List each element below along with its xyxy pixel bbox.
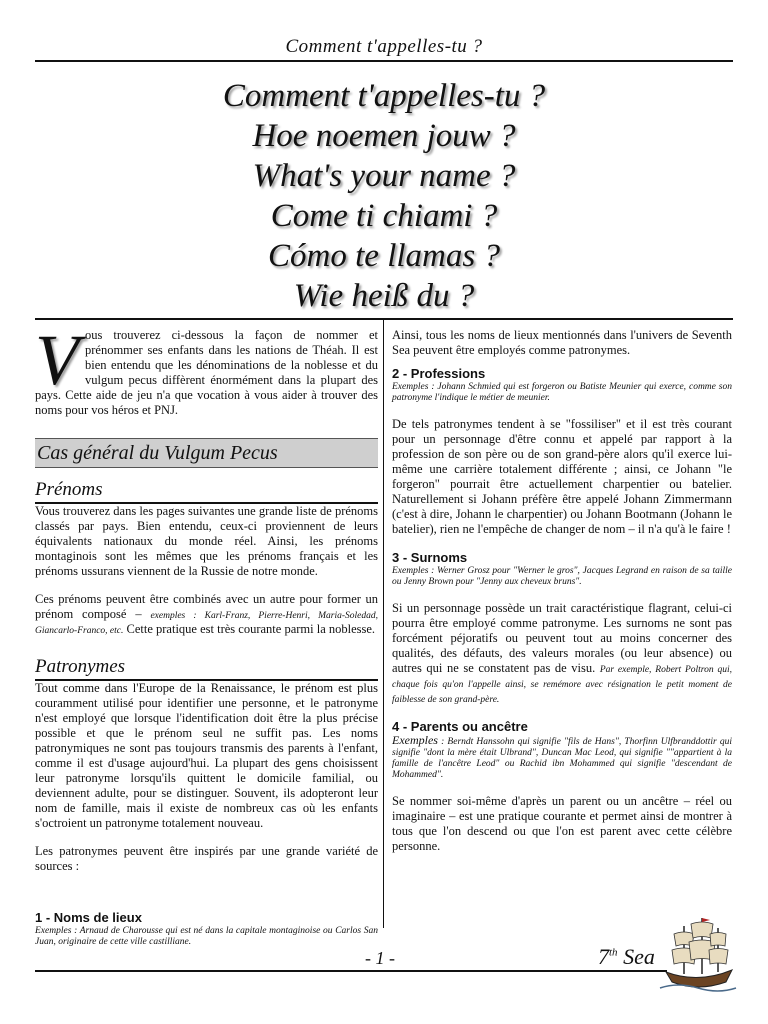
professions-paragraph: De tels patronymes tendent à se "fossiliser" et il est très courant pour un personnage d'être connu et appelé par rapport à la profession de son père ou de son grand-père alors qu'il exerce lui-même une carrière totalement différente ; ainsi, ce Johann "le forgeron" pourrait être actuellement charpentier ou batelier. Naturellement si Johann préfère être appelé Johann Zimmermann (c'est à dire, Johann le charpentier) ou Johann Bootmann (Johann le batelier), rien ne l'empêche de changer de nom – il n'a qu'à le faire !	[392, 417, 732, 536]
parents-examples-label: Exemples	[392, 733, 438, 747]
intro-paragraph	[35, 320, 378, 418]
content-rule	[35, 318, 733, 320]
parents-paragraph: Se nommer soi-même d'après un parent ou un ancêtre – réel ou imaginaire – est une pratique courante et permet ainsi de montrer à tous que l'on descend ou que l'on est parent avec cette célèbre personne.	[392, 794, 732, 853]
parents-heading: 4 - Parents ou ancêtre	[392, 719, 528, 734]
title-english: What's your name ?	[252, 158, 516, 194]
patronymes-paragraph-1: Tout comme dans l'Europe de la Renaissance, le prénom est plus couramment utilisé pour identifier une personne, et le patronyme n'est employé que lorsque l'identification doit être la plus précise possible et que le prénom seul ne suffit pas. Les noms patronymiques ne sont pas toujours transmis des parents à l'enfant, comme il est d'usage aujourd'hui. La plupart des gens choisissent leur patronyme lorsqu'ils quittent le domicile familial, ou deviennent adulte, pour se distinguer. Souvent, ils adopteront leur nom de famille, mais il existe de nombreux cas où les enfants s'octroient un patronyme totalement nouveau.	[35, 681, 378, 830]
lieux-paragraph: Ainsi, tous les noms de lieux mentionnés dans l'univers de Seventh Sea peuvent être employés comme patronymes.	[392, 328, 732, 357]
surnoms-text: Si un personnage possède un trait caractéristique flagrant, celui-ci pourra être employé comme patronyme. Les surnoms ne sont pas forcément péjoratifs ou peuvent tout au moins concerner des qualités, des défauts, des valeurs morales (ou leur absence) ou autres qui ne se constatent pas de visu.	[392, 601, 732, 675]
prenoms-text-b: Cette pratique est très courante parmi la noblesse.	[123, 622, 376, 636]
professions-examples: Exemples : Johann Schmied qui est forgeron ou Batiste Meunier qui exerce, comme son patronyme l'indique le métier de meunier.	[392, 382, 732, 403]
title-block	[35, 76, 733, 316]
title-dutch: Hoe noemen jouw ?	[252, 118, 516, 154]
section-title: Cas général du Vulgum Pecus	[35, 438, 378, 468]
intro-text: ous trouverez ci-dessous la façon de nommer et prénommer ses enfants dans les nations de Théah. Il est bien entendu que les dénominations de la noblesse et du vulgum pecus diffèrent énormément dans la plupart des pays. Cette aide de jeu n'a que vocation à vous aider à trouver des noms pour vos héros et PNJ.	[35, 328, 378, 417]
prenoms-heading: Prénoms	[35, 478, 378, 504]
surnoms-paragraph	[392, 601, 732, 706]
parents-examples-text: : Berndt Hanssohn qui signifie "fils de Hans", Thorfinn Ulfbranddottir qui signifie "dont la mère était Ulbrand", Duncan Mac Leod, qui signifie ""appartient à la famille de l'ancêtre Leod" ou Rachid ibn Mohammed qui signifie "descendant de Mohammed".	[392, 737, 732, 780]
brand-word: Sea	[623, 944, 655, 969]
surnoms-inline-example: Par exemple, Robert Poltron qui, chaque fois qu'on l'appelle ainsi, se remémore avec résignation le petit moment de faiblesse de son grand-père.	[392, 665, 732, 705]
left-column	[35, 320, 378, 948]
surnoms-heading: 3 - Surnoms	[392, 550, 468, 565]
header-rule	[35, 60, 733, 62]
patronymes-heading: Patronymes	[35, 655, 378, 681]
right-column	[392, 328, 732, 854]
noms-de-lieux-examples: Exemples : Arnaud de Charousse qui est né dans la capitale montaginoise ou Carlos San Juan, originaire de cette ville castilliane.	[35, 926, 378, 947]
footer-rule	[35, 970, 667, 972]
prenoms-examples: exemples : Karl-Franz, Pierre-Henri, Maria-Soledad, Giancarlo-Franco, etc.	[35, 611, 378, 636]
patronymes-paragraph-2: Les patronymes peuvent être inspirés par une grande variété de sources :	[35, 844, 378, 873]
parents-examples	[392, 735, 732, 781]
brand-superscript: th	[609, 946, 618, 959]
surnoms-examples: Exemples : Werner Grosz pour "Werner le gros", Jacques Legrand en raison de sa taille ou Jenny Brown pour "Jenny aux cheveux bruns".	[392, 566, 732, 587]
page-number: - 1 -	[340, 948, 420, 969]
running-header: Comment t'appelles-tu ?	[285, 36, 483, 57]
prenoms-paragraph-2	[35, 592, 378, 637]
title-italian: Come ti chiami ?	[270, 198, 498, 234]
brand-number: 7	[598, 944, 609, 969]
title-french: Comment t'appelles-tu ?	[222, 78, 546, 114]
prenoms-text-a: Ces prénoms peuvent être combinés avec un autre pour former un prénom composé –	[35, 592, 378, 621]
prenoms-paragraph-1: Vous trouverez dans les pages suivantes une grande liste de prénoms classés par pays. Bien entendu, ceux-ci proviennent de leurs équivalents nationaux du monde réel. Ainsi, les prénoms montaginois sont les mêmes que les prénoms français et les prénoms ussurans viennent de la Russie de notre monde.	[35, 504, 378, 578]
noms-de-lieux-heading: 1 - Noms de lieux	[35, 910, 142, 925]
column-divider	[383, 318, 384, 928]
title-german: Wie heiß du ?	[293, 278, 475, 314]
professions-heading: 2 - Professions	[392, 366, 486, 381]
drop-cap: V	[35, 320, 79, 400]
title-spanish: Cómo te llamas ?	[268, 238, 500, 274]
seventh-sea-brand	[596, 944, 657, 970]
sailing-ship-icon	[658, 912, 738, 996]
